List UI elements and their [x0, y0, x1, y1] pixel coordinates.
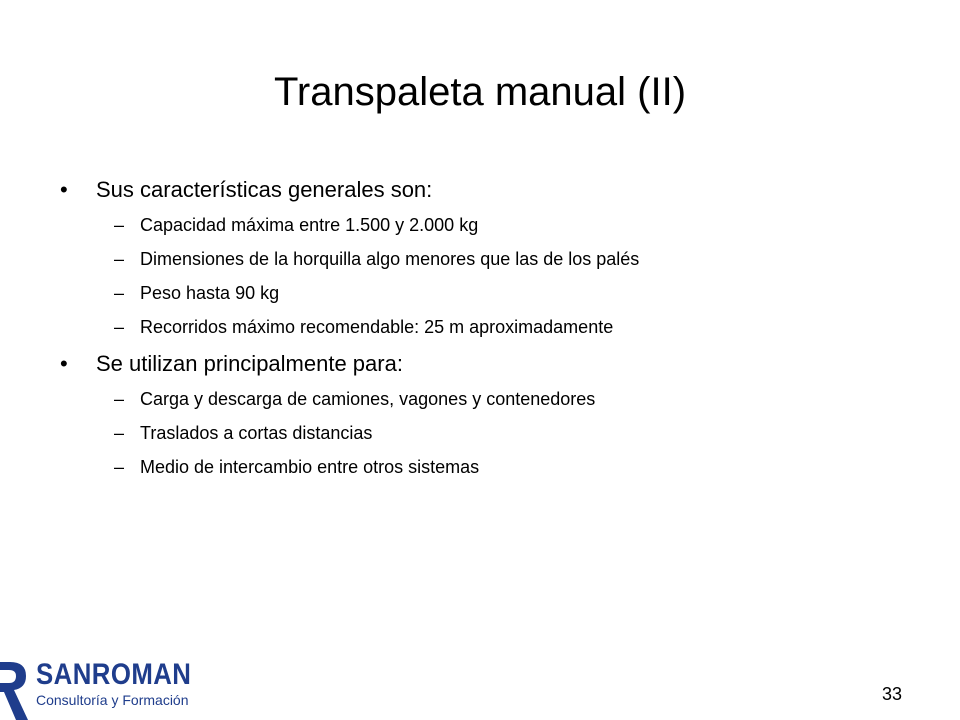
sub-item — [58, 208, 918, 242]
sub-item — [58, 416, 918, 450]
dash-icon: – — [114, 389, 125, 409]
sub-item — [58, 450, 918, 484]
sub-item-text: Traslados a cortas distancias — [140, 423, 373, 443]
bullet-icon: • — [60, 351, 68, 376]
sub-item — [58, 276, 918, 310]
sub-list — [58, 208, 918, 344]
dash-icon: – — [114, 457, 125, 477]
sub-item-text: Dimensiones de la horquilla algo menores que las de los palés — [140, 249, 640, 269]
sanroman-logo — [0, 656, 210, 720]
sub-item-text: Medio de intercambio entre otros sistemas — [140, 457, 480, 477]
sub-item-text: Recorridos máximo recomendable: 25 m aproximadamente — [140, 317, 614, 337]
logo-name: SANROMAN — [36, 658, 192, 691]
sub-item-text: Carga y descarga de camiones, vagones y contenedores — [140, 389, 596, 409]
logo-tagline: Consultoría y Formación — [36, 692, 189, 708]
bullet-icon: • — [60, 177, 68, 202]
bullet-item — [58, 346, 918, 382]
slide-title: Transpaleta manual (II) — [273, 70, 687, 114]
section-uses — [58, 346, 918, 484]
sub-item — [58, 242, 918, 276]
page-number: 33 — [881, 684, 902, 704]
r-letter-logo-icon — [0, 656, 30, 720]
bullet-text: Sus características generales son: — [96, 177, 433, 202]
dash-icon: – — [114, 283, 125, 303]
slide-content — [58, 172, 918, 484]
dash-icon: – — [114, 317, 125, 337]
sub-list — [58, 382, 918, 484]
section-characteristics — [58, 172, 918, 344]
sub-item — [58, 382, 918, 416]
dash-icon: – — [114, 249, 125, 269]
bullet-item — [58, 172, 918, 208]
sub-item-text: Capacidad máxima entre 1.500 y 2.000 kg — [140, 215, 479, 235]
sub-item — [58, 310, 918, 344]
dash-icon: – — [114, 423, 125, 443]
dash-icon: – — [114, 215, 125, 235]
sub-item-text: Peso hasta 90 kg — [140, 283, 280, 303]
bullet-text: Se utilizan principalmente para: — [96, 351, 403, 376]
